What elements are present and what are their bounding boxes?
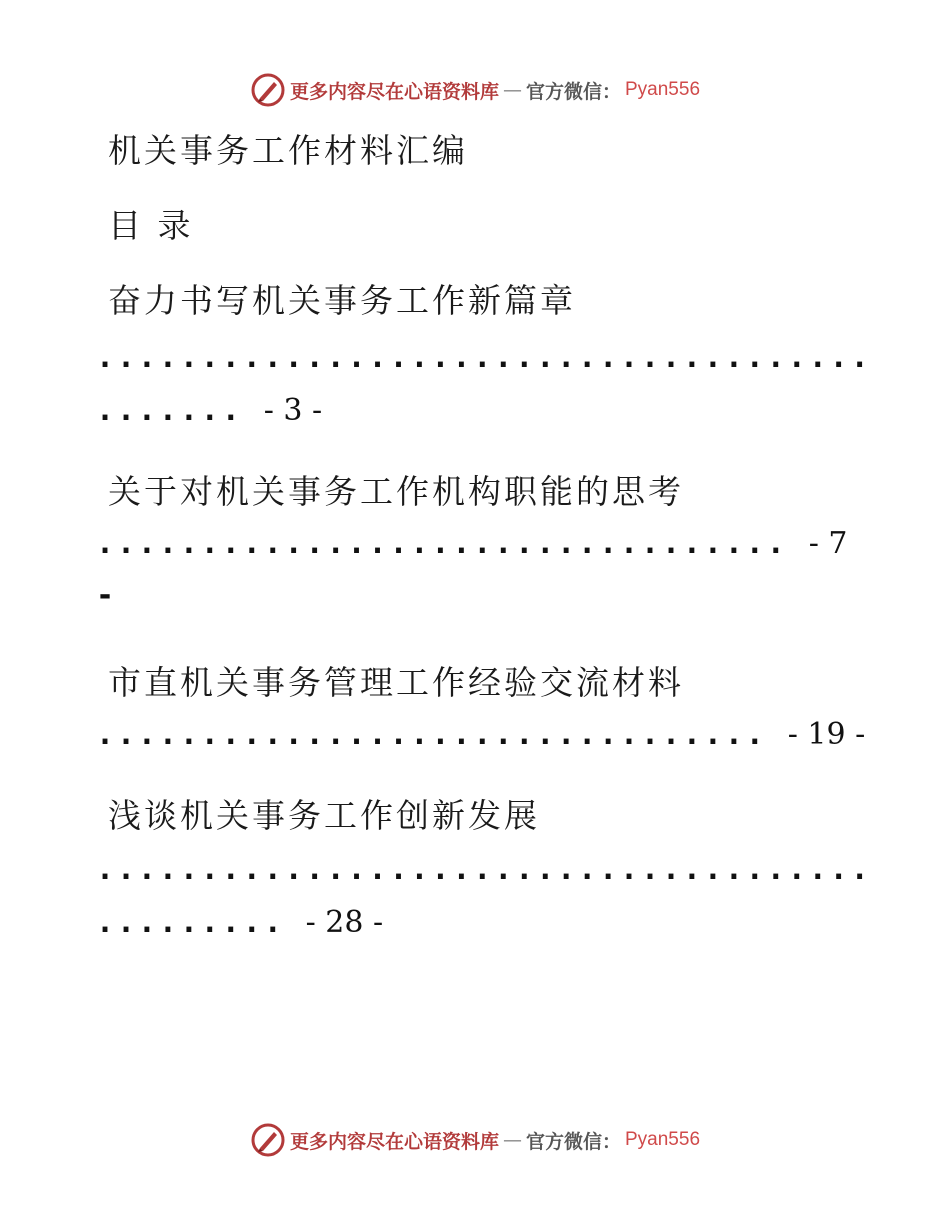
watermark-brand: 更多内容尽在心语资料库	[289, 1130, 499, 1153]
toc-entry-leader: ................................	[96, 717, 767, 752]
toc-entry-title[interactable]: 市直机关事务管理工作经验交流材料	[108, 663, 684, 702]
header-watermark	[0, 70, 950, 110]
toc-entry-leader-cont	[96, 393, 322, 428]
toc-heading: 目 录	[108, 206, 194, 245]
watermark-dash: —	[502, 79, 522, 101]
toc-entry-leader: .........	[96, 905, 285, 940]
toc-entry-title[interactable]: 关于对机关事务工作机构职能的思考	[108, 472, 684, 511]
toc-entry-leader-row	[96, 717, 865, 752]
toc-entry-leader: .................................	[96, 526, 788, 561]
toc-entry-page: - 3 -	[263, 393, 323, 428]
toc-entry-leader: .....................................	[96, 340, 872, 375]
toc-entry-title[interactable]: 浅谈机关事务工作创新发展	[108, 796, 540, 835]
watermark-official-label: 官方微信：	[525, 80, 621, 103]
pen-logo-icon	[250, 1122, 286, 1158]
watermark-dash: —	[502, 1129, 522, 1151]
toc-entry-leader-cont	[96, 905, 383, 940]
toc-entry-leader-row	[96, 526, 847, 561]
footer-watermark	[0, 1120, 950, 1160]
watermark-official-label: 官方微信：	[525, 1130, 621, 1153]
toc-entry-page: - 7	[808, 526, 848, 561]
pen-logo-icon	[250, 72, 286, 108]
toc-entry-page: - 28 -	[305, 905, 384, 940]
watermark-wechat-id: Pyan556	[625, 1129, 701, 1150]
toc-entry-leader: .......	[96, 393, 243, 428]
toc-entry-page-cont: -	[96, 578, 117, 613]
toc-entry-page: - 19 -	[787, 717, 866, 752]
watermark-brand: 更多内容尽在心语资料库	[289, 80, 499, 103]
toc-entry-title[interactable]: 奋力书写机关事务工作新篇章	[108, 281, 576, 320]
document-title: 机关事务工作材料汇编	[108, 131, 468, 170]
toc-entry-leader: .....................................	[96, 852, 872, 887]
watermark-wechat-id: Pyan556	[625, 79, 701, 100]
